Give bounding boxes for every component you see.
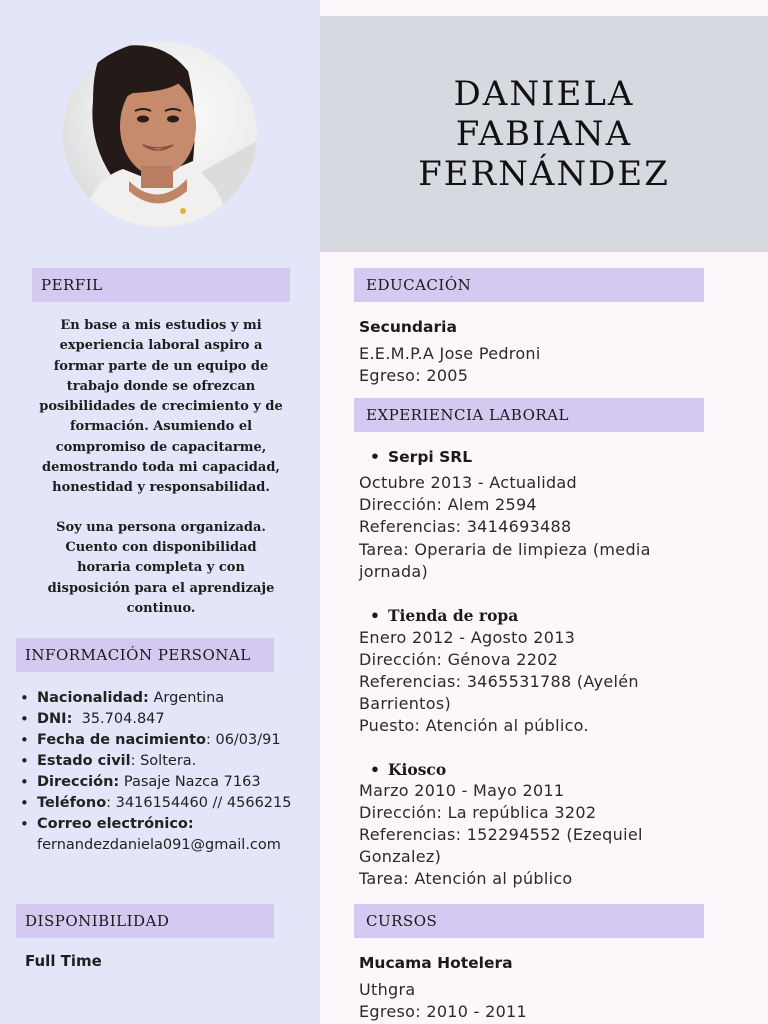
info-label: Dirección:: [37, 774, 120, 790]
info-label: Nacionalidad:: [37, 690, 149, 706]
experiencia-heading: EXPERIENCIA LABORAL: [354, 398, 704, 432]
cursos-heading: CURSOS: [354, 904, 704, 938]
info-item-fecha: [20, 730, 292, 751]
job-line: Dirección: Alem 2594: [359, 495, 537, 514]
job-line: Marzo 2010 - Mayo 2011: [359, 781, 565, 800]
info-list: [20, 688, 292, 856]
info-value: Pasaje Nazca 7163: [119, 774, 261, 790]
info-label: Estado civil: [37, 753, 131, 769]
job-line: Tarea: Operaria de limpieza (media: [359, 540, 651, 559]
email-value: fernandezdaniela091@gmail.com: [37, 837, 281, 853]
job-company-name: Serpi SRL: [388, 448, 473, 466]
job-line: Dirección: Génova 2202: [359, 650, 559, 669]
job-line: jornada): [359, 562, 429, 581]
educacion-title: Secundaria: [359, 318, 457, 336]
job-company: • Kiosco: [370, 760, 447, 779]
info-item-direccion: [20, 772, 292, 793]
info-item-nacionalidad: [20, 688, 292, 709]
job-line: Referencias: 3414693488: [359, 517, 572, 536]
info-heading: INFORMACIÓN PERSONAL: [16, 638, 274, 672]
cursos-title: Mucama Hotelera: [359, 954, 513, 972]
info-label: Correo electrónico:: [37, 816, 194, 832]
job-line: Tarea: Atención al público: [359, 869, 573, 888]
job-line: Referencias: 152294552 (Ezequiel: [359, 825, 643, 844]
info-label: DNI:: [37, 711, 73, 727]
name-last: FERNÁNDEZ: [418, 154, 670, 194]
job-company-name: Tienda de ropa: [388, 606, 519, 625]
info-label: Teléfono: [37, 795, 107, 811]
perfil-heading: PERFIL: [32, 268, 290, 302]
info-item-telefono: [20, 793, 292, 814]
educacion-heading: EDUCACIÓN: [354, 268, 704, 302]
name-header: [320, 16, 768, 252]
job-company-name: Kiosco: [388, 760, 447, 779]
job-line: Octubre 2013 - Actualidad: [359, 473, 577, 492]
job-line: Barrientos): [359, 694, 452, 713]
job-company: • Tienda de ropa: [370, 606, 519, 625]
profile-photo: [63, 41, 257, 227]
educacion-year: Egreso: 2005: [359, 366, 469, 385]
info-item-correo: [20, 814, 292, 856]
info-label: Fecha de nacimiento: [37, 732, 206, 748]
info-value: : Soltera.: [130, 753, 197, 769]
cursos-institution: Uthgra: [359, 980, 416, 999]
info-item-dni: [20, 709, 292, 730]
name-first: DANIELA: [453, 74, 635, 114]
info-value: : 06/03/91: [205, 732, 281, 748]
profile-photo-image: [63, 41, 257, 227]
info-item-estado-civil: [20, 751, 292, 772]
job-line: Puesto: Atención al público.: [359, 716, 589, 735]
job-line: Gonzalez): [359, 847, 442, 866]
perfil-paragraph-1: En base a mis estudios y mi experiencia laboral aspiro a formar parte de un equipo de trabajo donde se ofrezcan posibilidades de crecimiento y de formación. Asumiendo el compromiso de capacitarme, demostrando toda mi capacidad, honestidad y responsabilidad.: [39, 318, 283, 496]
disponibilidad-value: Full Time: [25, 952, 102, 970]
job-line: Dirección: La república 3202: [359, 803, 597, 822]
name-middle: FABIANA: [455, 114, 633, 154]
job-line: Referencias: 3465531788 (Ayelén: [359, 672, 639, 691]
perfil-text: [38, 316, 284, 619]
info-value: Argentina: [148, 690, 225, 706]
disponibilidad-heading: DISPONIBILIDAD: [16, 904, 274, 938]
info-value: : 3416154460 // 4566215: [106, 795, 292, 811]
info-value: 35.704.847: [72, 711, 165, 727]
cursos-year: Egreso: 2010 - 2011: [359, 1002, 528, 1021]
perfil-paragraph-2: Soy una persona organizada. Cuento con disponibilidad horaria completa y con disposición para el aprendizaje continuo.: [47, 519, 275, 616]
job-company: • Serpi SRL: [370, 448, 473, 466]
educacion-school: E.E.M.P.A Jose Pedroni: [359, 344, 541, 363]
job-line: Enero 2012 - Agosto 2013: [359, 628, 576, 647]
